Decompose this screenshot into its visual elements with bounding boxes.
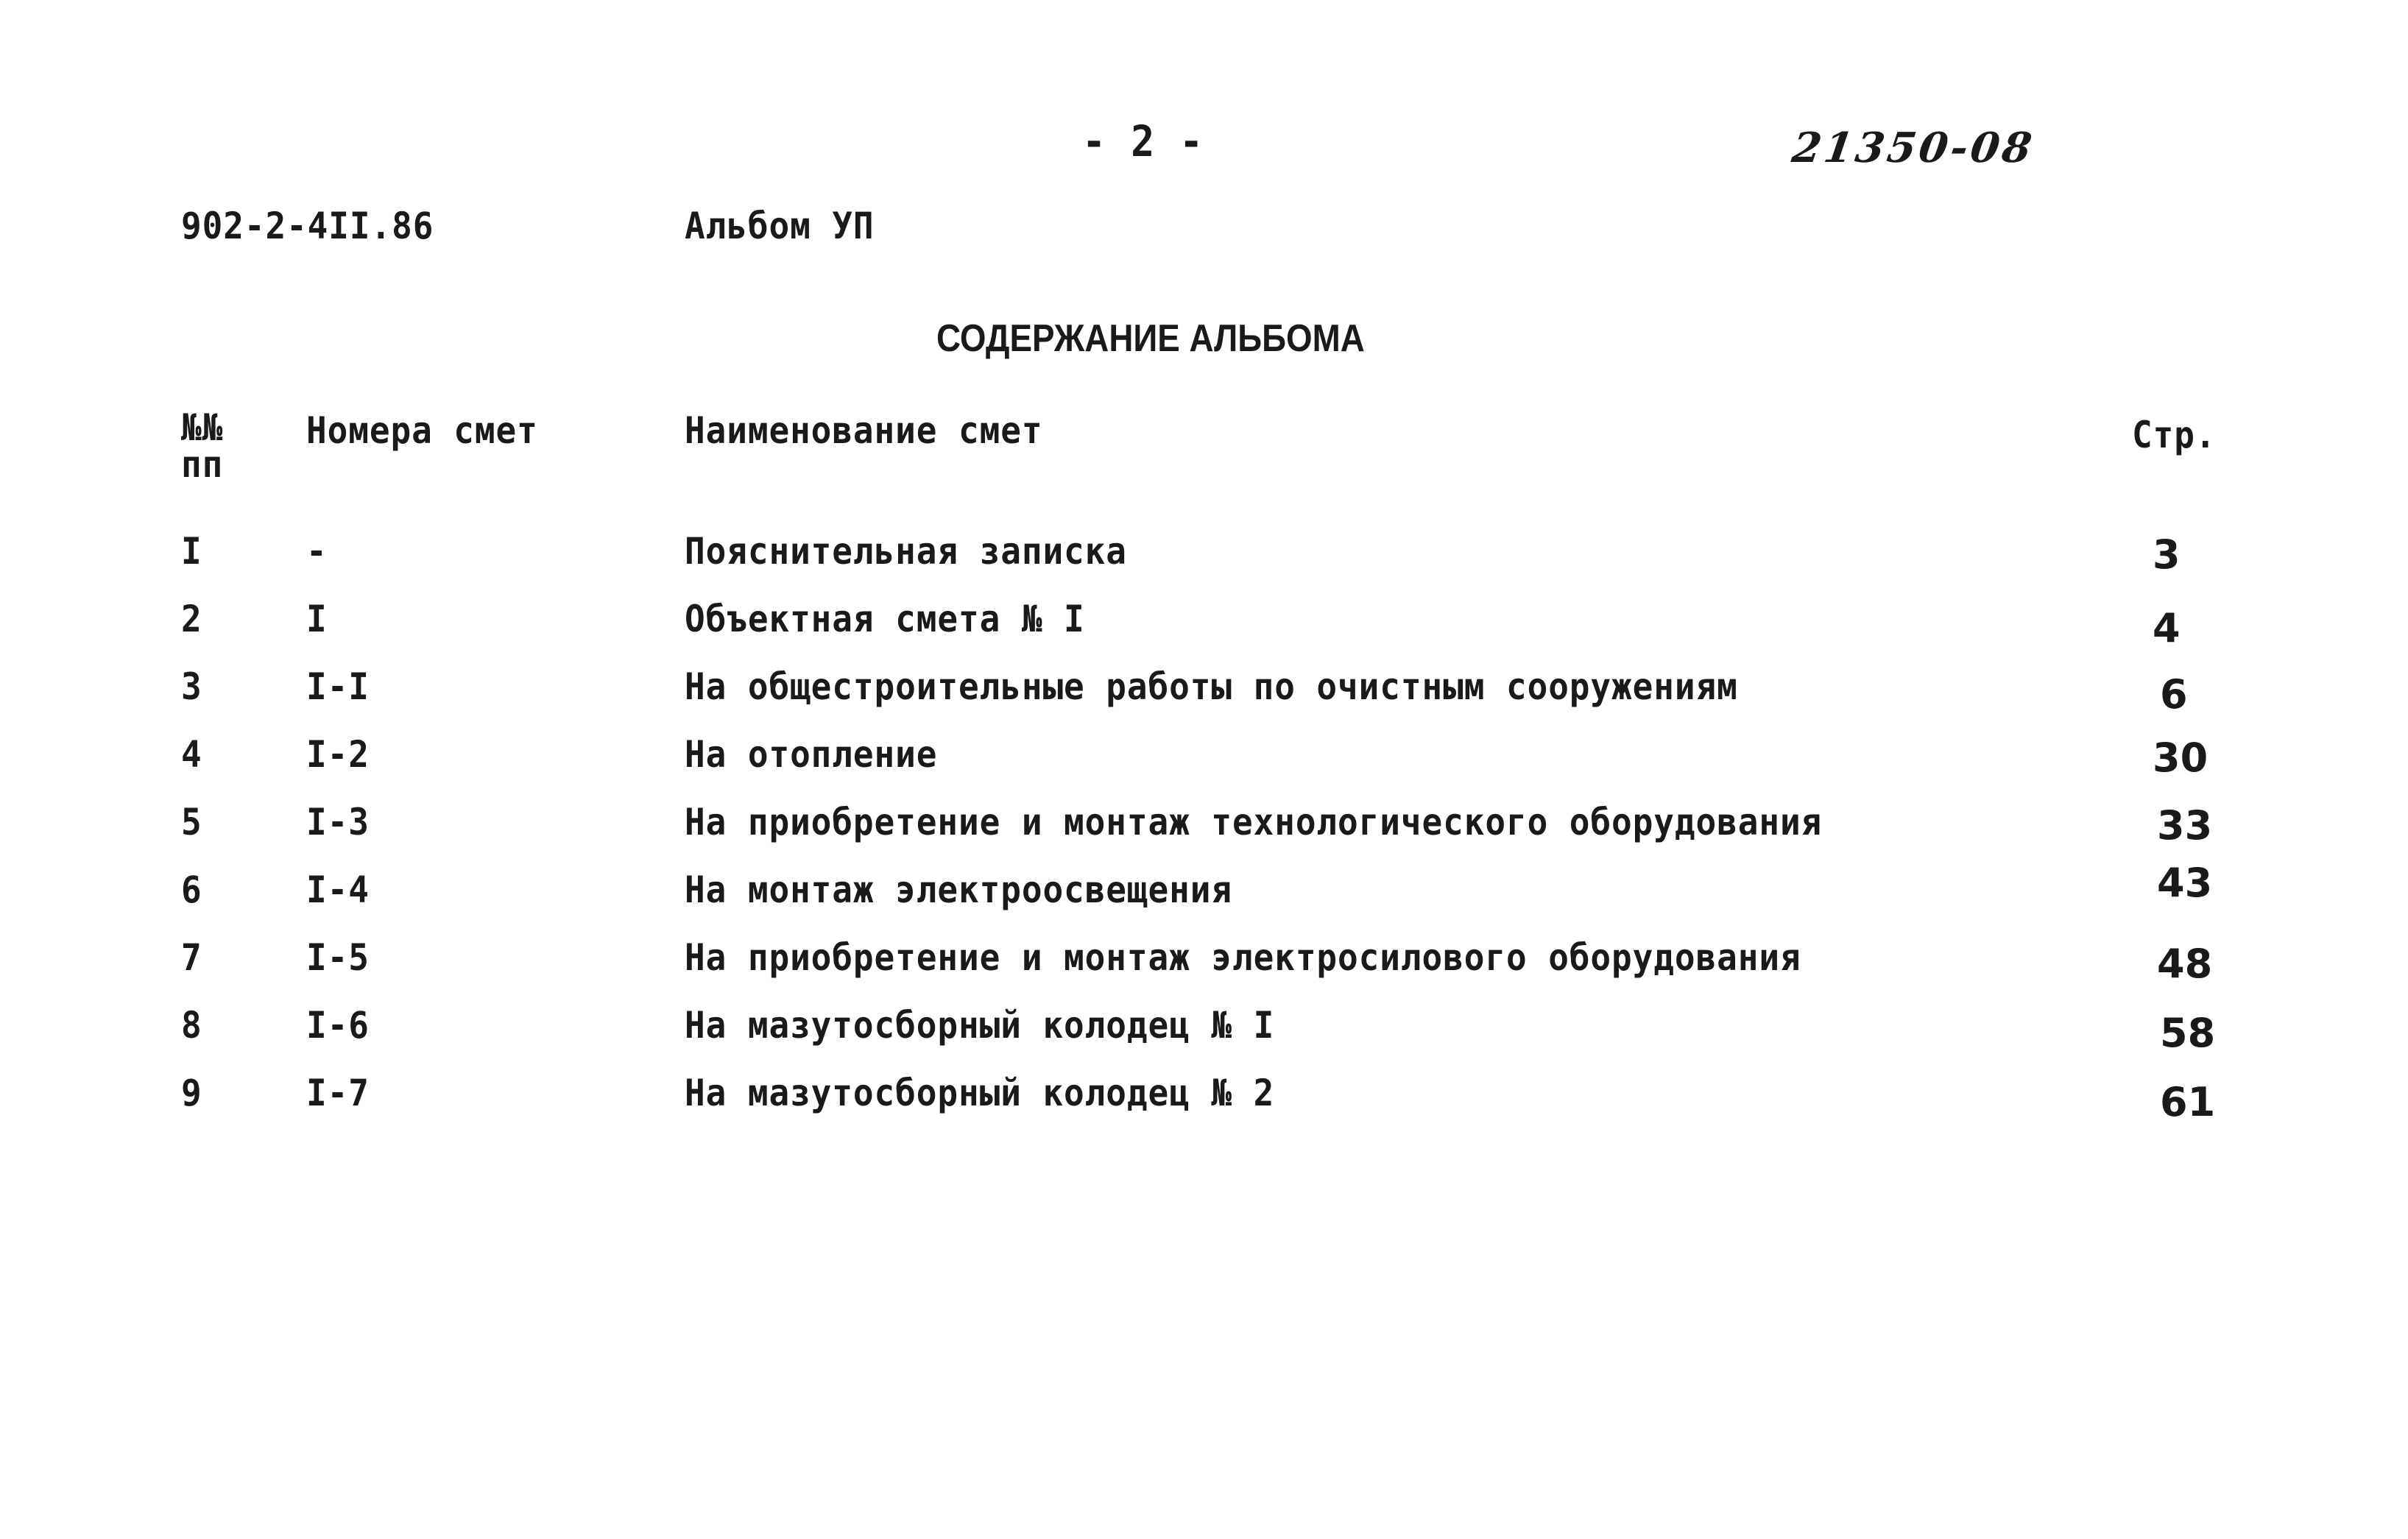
row-page: 3	[2153, 531, 2181, 578]
row-page: 6	[2160, 671, 2188, 718]
row-estimate-name: На отопление	[685, 733, 938, 776]
row-estimate-number: I-6	[306, 1004, 370, 1047]
row-number: 4	[181, 733, 202, 776]
row-number: 9	[181, 1072, 202, 1114]
row-estimate-name: На приобретение и монтаж электросилового оборудования	[685, 936, 1801, 979]
row-estimate-name: На мазутосборный колодец № 2	[685, 1072, 1275, 1114]
column-header-number-line2: пп	[181, 443, 224, 486]
row-estimate-name: На монтаж электроосвещения	[685, 868, 1232, 911]
row-number: 6	[181, 868, 202, 911]
row-estimate-number: I-7	[306, 1072, 370, 1114]
row-number: 5	[181, 801, 202, 843]
row-number: 3	[181, 665, 202, 708]
row-estimate-name: На мазутосборный колодец № I	[685, 1004, 1275, 1047]
row-page: 48	[2157, 941, 2213, 987]
row-estimate-number: -	[306, 530, 328, 573]
row-number: 7	[181, 936, 202, 979]
row-estimate-number: I-I	[306, 665, 370, 708]
row-number: 8	[181, 1004, 202, 1047]
column-header-estimate-names: Наименование смет	[685, 409, 1043, 452]
page-number: - 2 -	[1082, 116, 1204, 166]
row-page: 33	[2157, 802, 2213, 849]
row-page: 4	[2153, 605, 2181, 651]
column-header-number	[181, 406, 224, 486]
row-page: 61	[2160, 1079, 2216, 1125]
row-page: 43	[2157, 860, 2213, 906]
page-title: СОДЕРЖАНИЕ АЛЬБОМА	[936, 317, 1365, 360]
row-estimate-number: I	[306, 598, 328, 640]
column-header-number-line1: №№	[181, 406, 224, 449]
album-label: Альбом УП	[685, 205, 875, 247]
row-number: I	[181, 530, 202, 573]
row-page: 30	[2153, 735, 2208, 781]
document-code: 902-2-4II.86	[181, 205, 434, 247]
row-estimate-number: I-5	[306, 936, 370, 979]
handwritten-code: 21350-08	[1789, 124, 2038, 172]
row-estimate-name: На приобретение и монтаж технологического оборудования	[685, 801, 1823, 843]
row-estimate-name: Объектная смета № I	[685, 598, 1085, 640]
row-number: 2	[181, 598, 202, 640]
column-header-estimate-numbers: Номера смет	[306, 409, 538, 452]
row-estimate-number: I-2	[306, 733, 370, 776]
row-page: 58	[2160, 1010, 2216, 1056]
row-estimate-name: На общестроительные работы по очистным сооружениям	[685, 665, 1738, 708]
row-estimate-name: Пояснительная записка	[685, 530, 1127, 573]
row-estimate-number: I-4	[306, 868, 370, 911]
column-header-page: Стр.	[2132, 414, 2217, 456]
row-estimate-number: I-3	[306, 801, 370, 843]
